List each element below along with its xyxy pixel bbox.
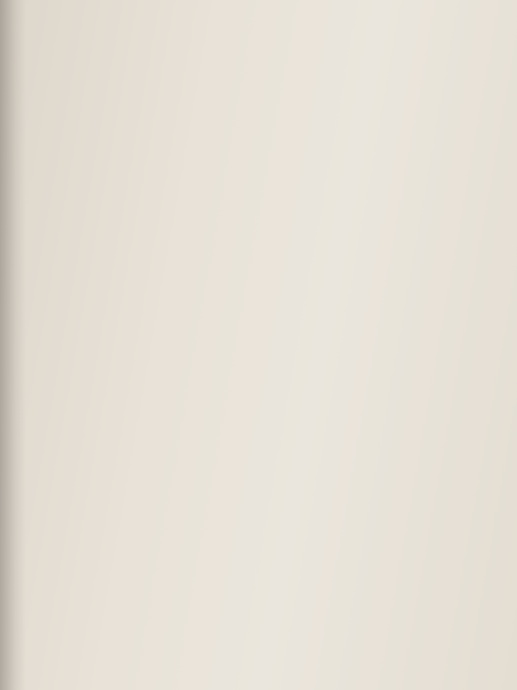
- table-of-contents-page: [40, 10, 480, 17]
- book-gutter-shadow: [0, 0, 26, 690]
- toc-sections: [40, 10, 480, 17]
- entries-part-viii: [40, 10, 480, 17]
